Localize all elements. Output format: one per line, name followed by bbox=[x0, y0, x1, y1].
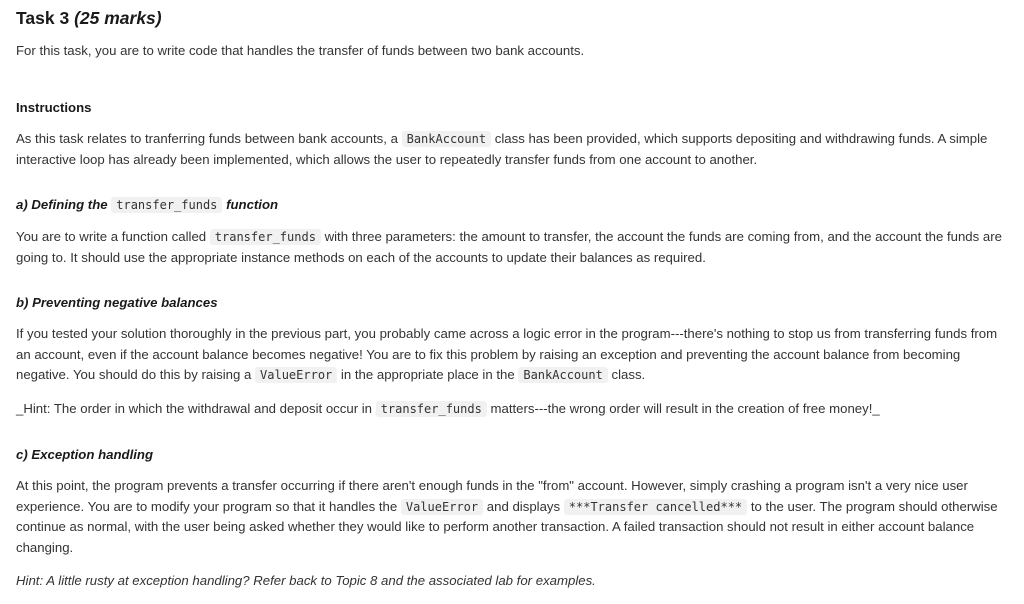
section-c-text-1: At this point, the program prevents a transfer occurring if there aren't enough funds in the "from" account. However, simply crashing a program isn't a very nice user experience. You are to modify your program so that it handles the bbox=[16, 478, 968, 514]
task-marks: (25 marks) bbox=[74, 8, 162, 28]
section-c-text-2: and displays bbox=[483, 498, 564, 514]
section-b-hint-text-2: matters---the wrong order will result in the creation of free money!_ bbox=[486, 401, 880, 416]
section-a-heading-text-2: function bbox=[222, 197, 279, 212]
section-b-hint-text-1: _Hint: The order in which the withdrawal and deposit occur in bbox=[16, 401, 376, 416]
valueerror-code-2: ValueError bbox=[401, 499, 483, 515]
transfer-cancelled-code: ***Transfer cancelled*** bbox=[564, 499, 747, 515]
section-a-text-1: You are to write a function called bbox=[16, 229, 210, 244]
section-b-hint bbox=[16, 399, 1006, 420]
transfer-funds-code: transfer_funds bbox=[210, 229, 321, 245]
section-a-heading-text-1: a) Defining the bbox=[16, 197, 112, 212]
section-c-heading: c) Exception handling bbox=[16, 447, 154, 462]
section-a-heading-code: transfer_funds bbox=[111, 197, 222, 213]
section-b-text-1: If you tested your solution thoroughly in the previous part, you probably came across a logic error in the program---there's nothing to stop us from transferring funds from an account, even if the account balance becomes negative! You are to fix this problem by raising an exception and preventing the account balance from becoming negative. You should do this by raising a bbox=[16, 326, 998, 382]
valueerror-code: ValueError bbox=[255, 367, 337, 383]
section-a-paragraph bbox=[16, 227, 1006, 268]
section-b-hint-code: transfer_funds bbox=[376, 401, 487, 417]
section-c-hint: Hint: A little rusty at exception handling? Refer back to Topic 8 and the associated lab for examples. bbox=[16, 573, 596, 588]
section-a-text-2: with three parameters: the amount to transfer, the account the funds are coming from, and the account the funds are going to. It should use the appropriate instance methods on each of the accounts to update their balances as required. bbox=[16, 229, 1002, 265]
bankaccount-code: BankAccount bbox=[402, 131, 491, 147]
intro-paragraph: For this task, you are to write code that handles the transfer of funds between two bank accounts. bbox=[16, 43, 585, 58]
section-b-text-2: in the appropriate place in the bbox=[337, 367, 519, 382]
instructions-text-1: As this task relates to tranferring funds between bank accounts, a bbox=[16, 131, 402, 146]
section-b-paragraph bbox=[16, 324, 1006, 386]
instructions-heading: Instructions bbox=[16, 100, 92, 115]
task-label: Task 3 bbox=[16, 8, 70, 28]
page-title bbox=[16, 8, 162, 29]
section-b-heading: b) Preventing negative balances bbox=[16, 295, 218, 310]
section-c-text-3: to the user. The program should otherwise continue as normal, with the user being asked whether they would like to perform another transaction. A failed transaction should not result in either account balance changing. bbox=[16, 498, 998, 555]
section-a-heading bbox=[16, 195, 278, 215]
bankaccount-code-2: BankAccount bbox=[518, 367, 607, 383]
instructions-text-2: class has been provided, which supports depositing and withdrawing funds. A simple interactive loop has already been implemented, which allows the user to repeatedly transfer funds from one account to another. bbox=[16, 131, 988, 167]
instructions-paragraph bbox=[16, 129, 1006, 170]
section-c-paragraph bbox=[16, 476, 1006, 558]
section-b-text-3: class. bbox=[607, 367, 646, 382]
